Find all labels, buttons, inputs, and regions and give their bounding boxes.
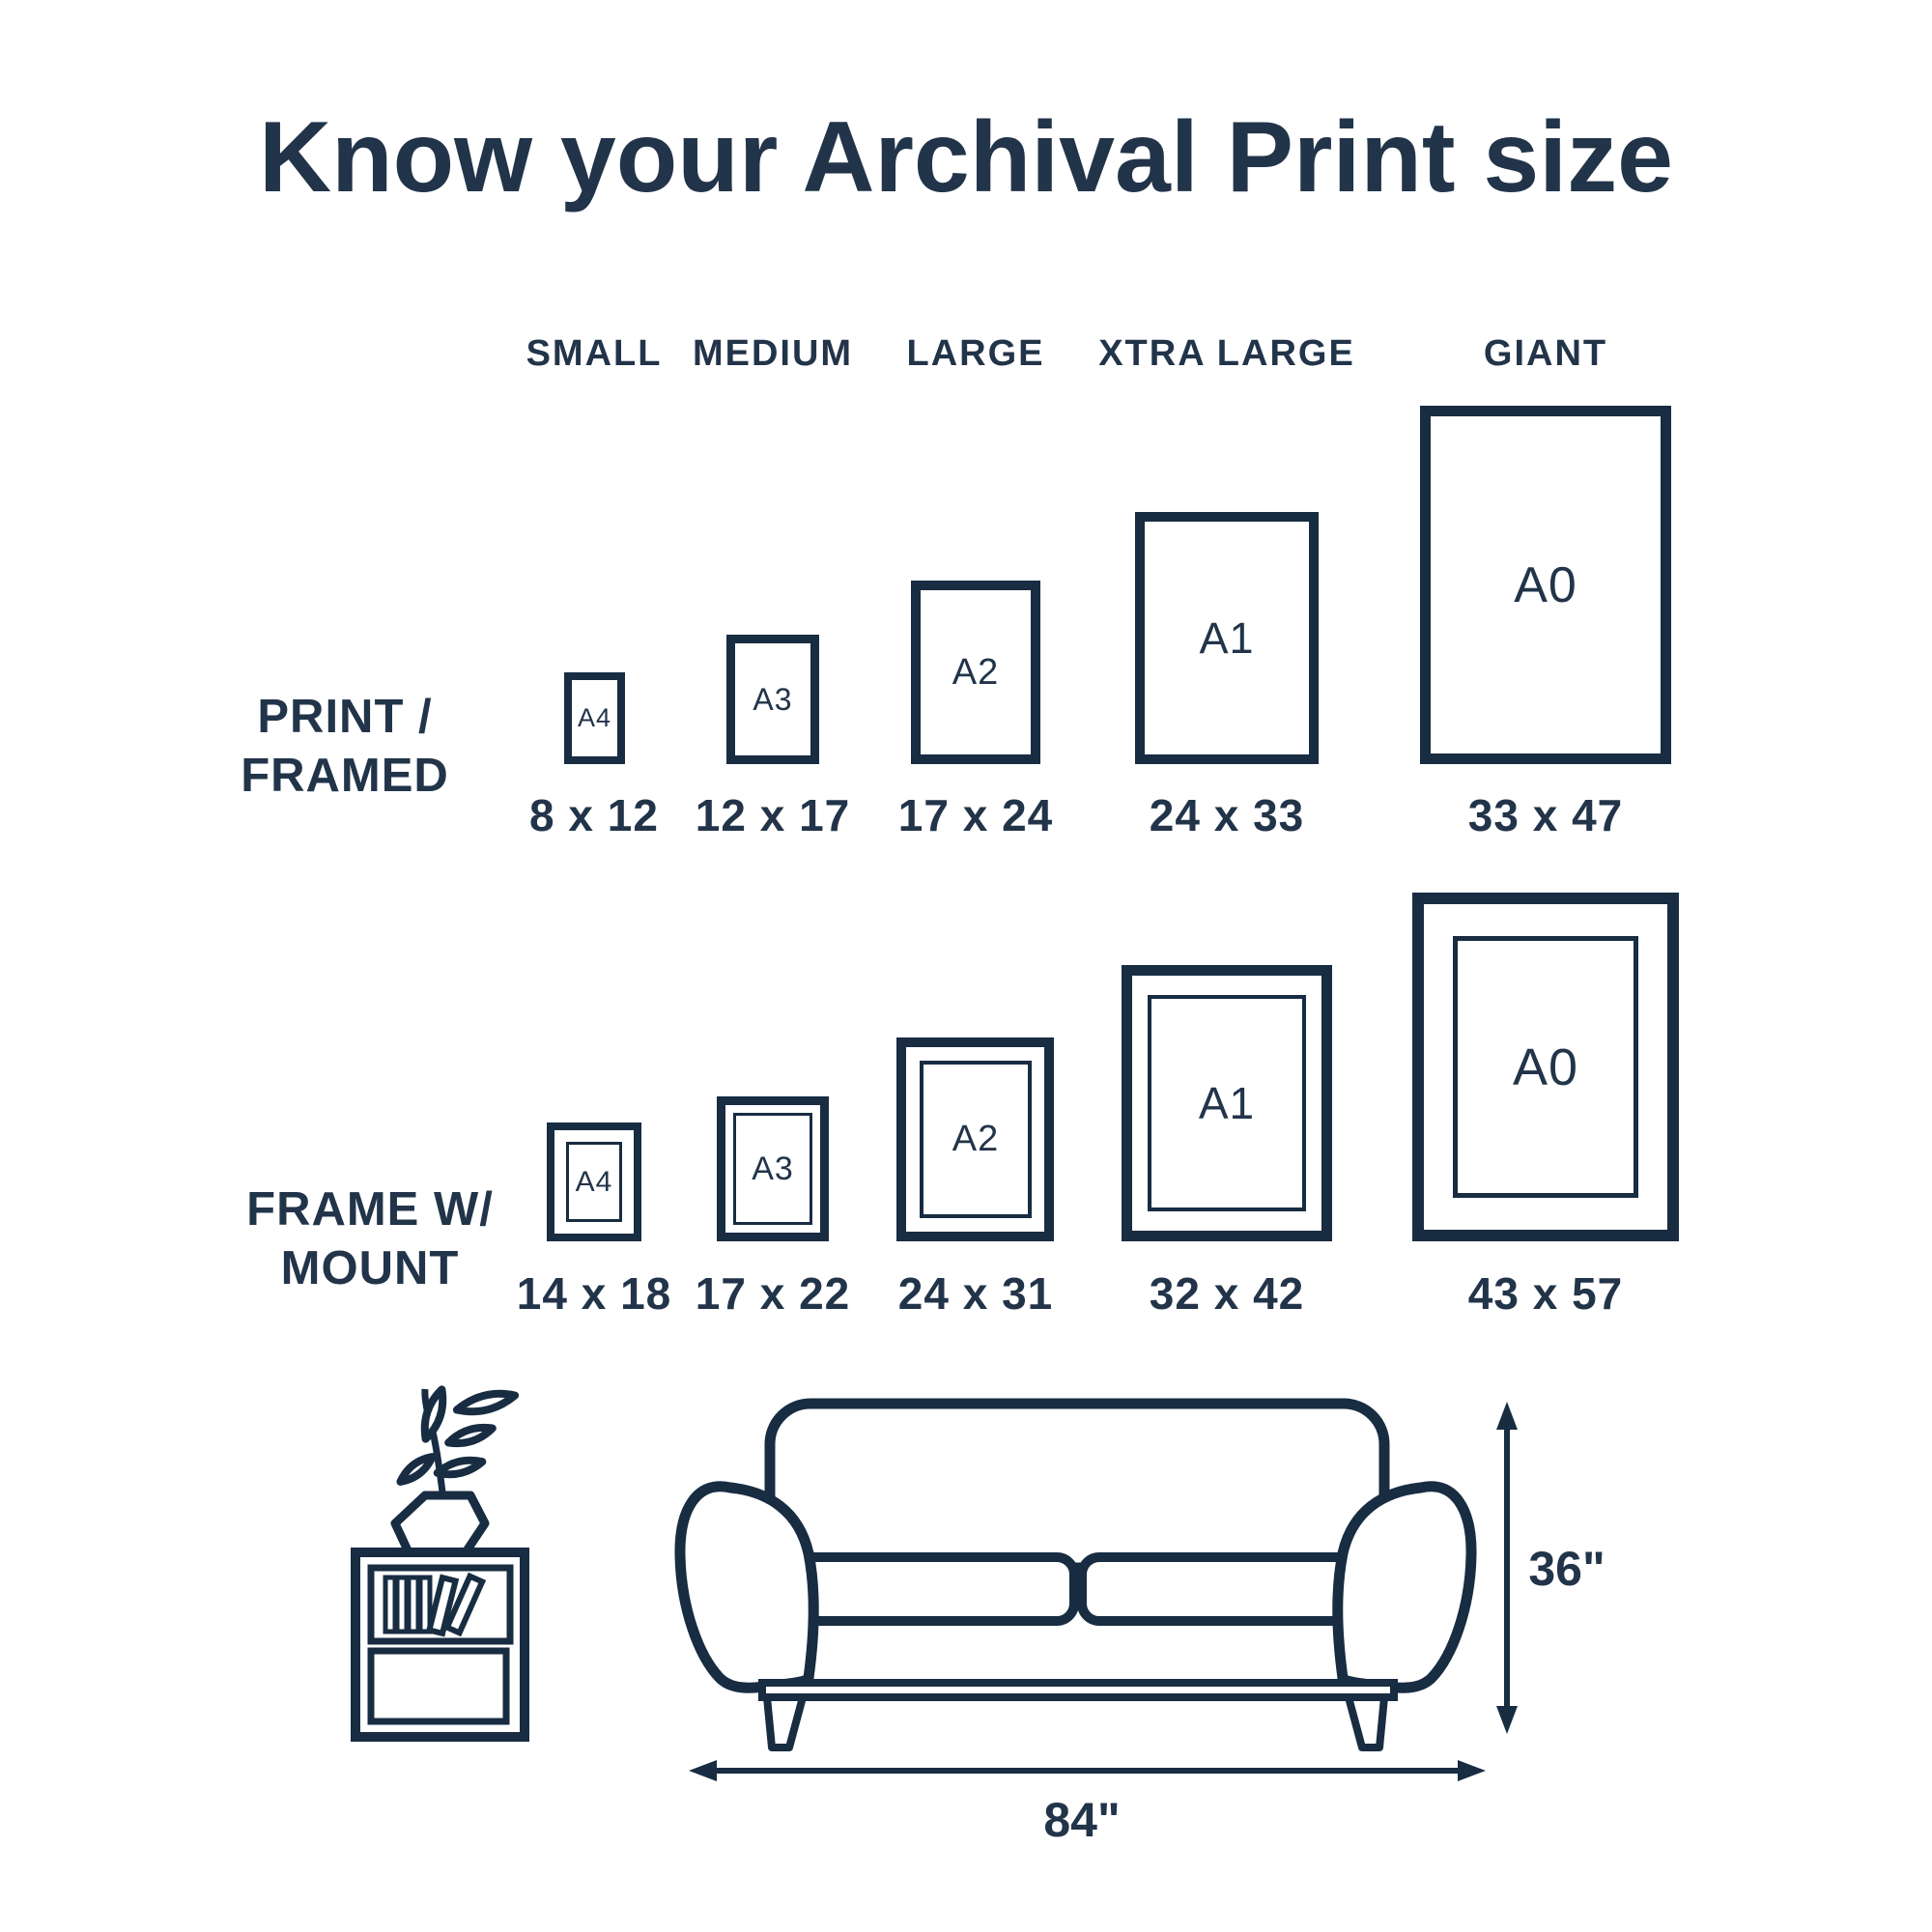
table-shelf-bottom: [371, 1651, 506, 1721]
row-label-frame-mount: [246, 1180, 494, 1298]
leaf-icon: [397, 1453, 436, 1487]
sofa-height-label: 36": [1528, 1542, 1605, 1596]
frame-size-label: 14 x 18: [516, 1268, 672, 1319]
frame-box-a4: [547, 1122, 641, 1241]
side-table-icon: [355, 1552, 525, 1737]
frame-box-a0: [1412, 893, 1679, 1241]
row-label-line: FRAME W/: [246, 1183, 494, 1236]
print-box-a3: [726, 635, 819, 764]
frame-size-label: 43 x 57: [1467, 1268, 1624, 1319]
print-size-label: 12 x 17: [695, 790, 851, 840]
frame-mount-opening: [566, 1142, 622, 1222]
frame-box-code: A2: [952, 1119, 1000, 1159]
room-scale-illustration: [290, 1333, 1662, 1913]
row-label-print-framed: [241, 688, 449, 806]
print-box-a4: [564, 672, 625, 764]
arrowhead-left-icon: [689, 1760, 717, 1781]
row-label-line: PRINT /: [257, 691, 433, 743]
frame-box-a3: [717, 1096, 829, 1241]
book-icon: [397, 1577, 407, 1632]
column-header-giant: GIANT: [1483, 333, 1608, 374]
arrowhead-up-icon: [1496, 1402, 1518, 1430]
arrowhead-right-icon: [1458, 1760, 1486, 1781]
sofa-back: [770, 1404, 1384, 1568]
print-size-label: 8 x 12: [529, 790, 659, 840]
book-icon: [409, 1577, 418, 1632]
column-header-small: SMALL: [526, 333, 663, 374]
print-box-code: A1: [1199, 612, 1255, 663]
arrowhead-down-icon: [1496, 1706, 1518, 1734]
frame-size-label: 17 x 22: [695, 1268, 851, 1319]
frame-box-a1: [1122, 965, 1332, 1241]
print-size-label: 17 x 24: [897, 790, 1054, 840]
frame-box-a2: [896, 1037, 1054, 1241]
sofa-leg-left: [767, 1697, 803, 1747]
sofa-leg-right: [1349, 1697, 1384, 1747]
frame-size-label: 32 x 42: [1149, 1268, 1305, 1319]
print-box-a0: [1420, 406, 1671, 764]
print-size-label: 24 x 33: [1149, 790, 1305, 840]
plant-icon: [395, 1387, 517, 1552]
leaf-icon: [446, 1423, 494, 1448]
book-icon: [385, 1577, 395, 1632]
sofa-width-label: 84": [1043, 1793, 1121, 1847]
sofa-arm-right: [1338, 1487, 1471, 1689]
width-dimension-arrow: [689, 1760, 1486, 1847]
row-label-line: FRAMED: [241, 750, 449, 802]
frame-mount-opening: [733, 1113, 812, 1225]
column-header-large: LARGE: [906, 333, 1045, 374]
leaf-icon: [436, 1456, 483, 1478]
print-box-code: A2: [952, 651, 1000, 693]
frame-mount-opening: [920, 1061, 1032, 1218]
frame-box-code: A4: [575, 1165, 613, 1198]
frame-box-code: A0: [1512, 1037, 1579, 1096]
print-size-label: 33 x 47: [1467, 790, 1624, 840]
print-box-code: A3: [753, 681, 793, 717]
frame-size-label: 24 x 31: [897, 1268, 1054, 1319]
sofa-arm-left: [680, 1487, 813, 1689]
frame-mount-opening: [1453, 936, 1638, 1198]
frame-mount-opening: [1148, 995, 1306, 1211]
row-label-line: MOUNT: [280, 1242, 460, 1294]
page-title: Know your Archival Print size: [258, 101, 1674, 213]
print-box-a2: [911, 581, 1040, 764]
print-box-code: A0: [1514, 556, 1577, 613]
print-box-a1: [1135, 512, 1319, 764]
column-header-medium: MEDIUM: [692, 333, 854, 374]
frame-box-code: A1: [1198, 1078, 1256, 1128]
vase-icon: [395, 1495, 485, 1552]
leaf-icon: [455, 1388, 517, 1417]
print-box-code: A4: [577, 703, 612, 732]
sofa-base: [762, 1683, 1394, 1697]
sofa-icon: [680, 1404, 1471, 1747]
frame-box-code: A3: [752, 1150, 794, 1187]
column-header-xtra-large: XTRA LARGE: [1098, 333, 1355, 374]
height-dimension-arrow: [1496, 1402, 1605, 1734]
